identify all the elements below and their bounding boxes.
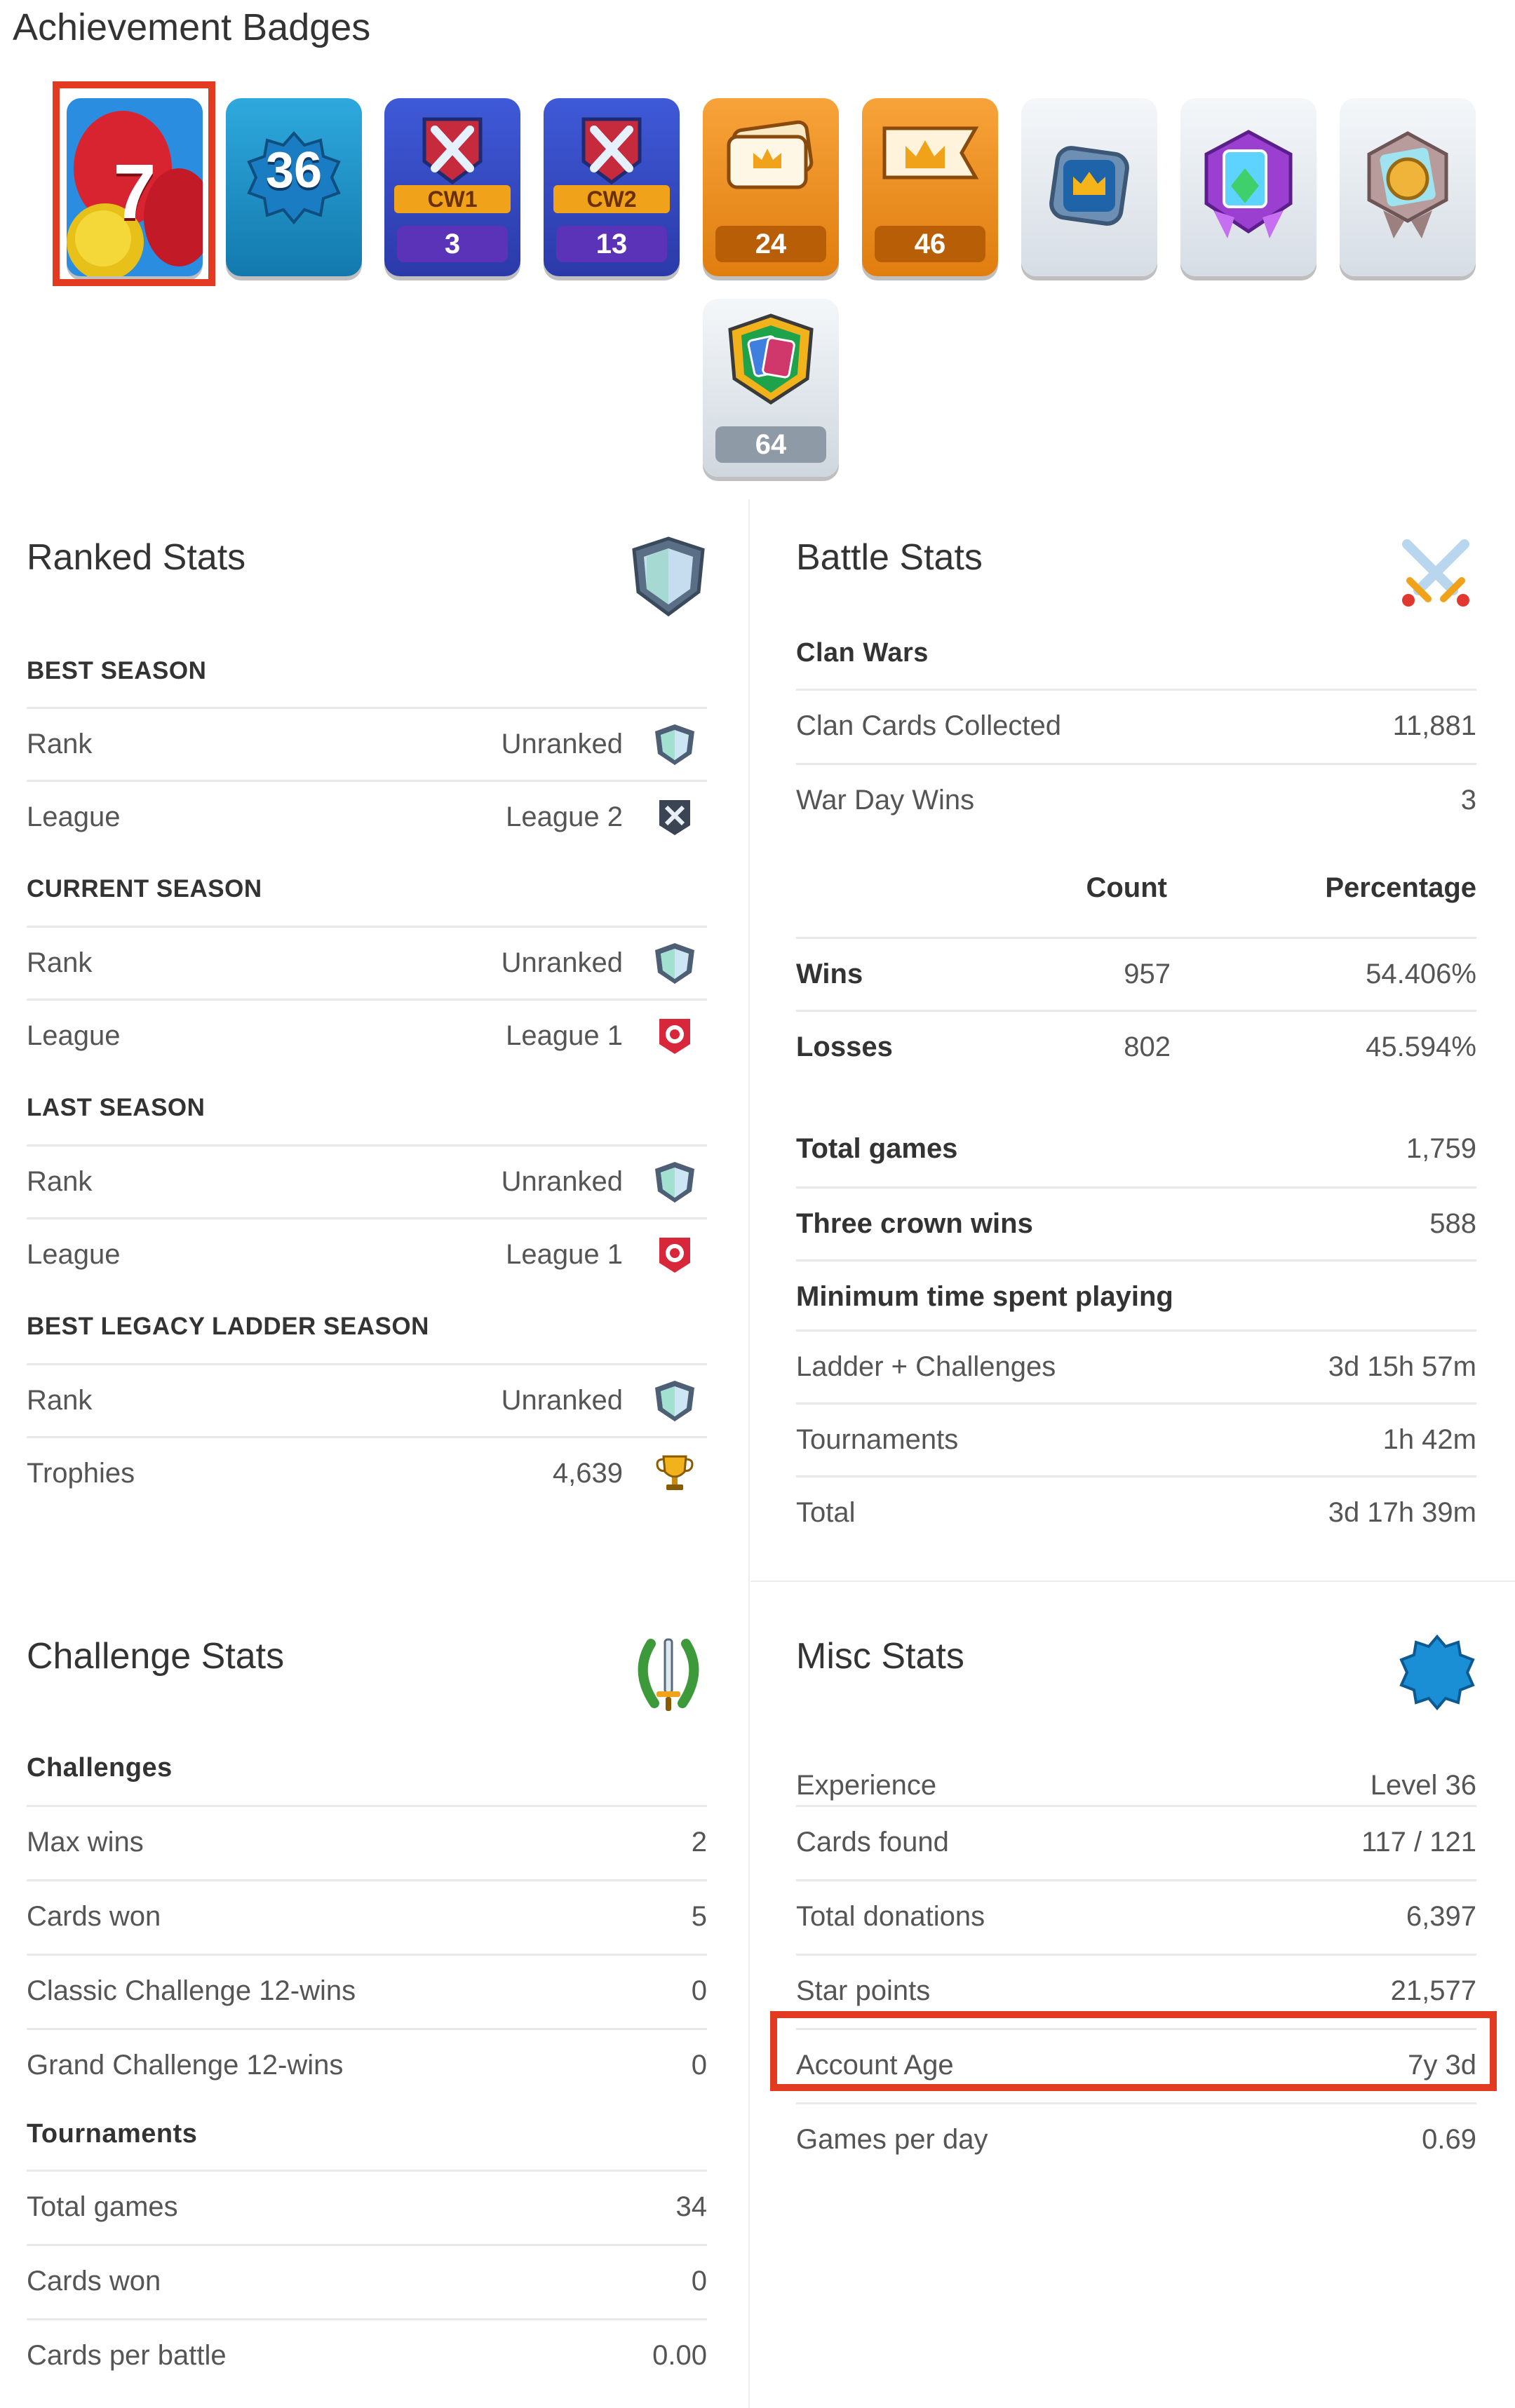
row-label: League	[27, 801, 121, 832]
stat-row-war-day-wins	[796, 763, 1476, 836]
stat-row-clan-cards	[796, 689, 1476, 762]
stat-row-rank	[27, 1363, 707, 1436]
section-divider	[750, 1581, 1515, 1582]
stat-row-league	[27, 780, 707, 853]
purple-emote-badge[interactable]	[1180, 98, 1317, 276]
row-value: Unranked	[501, 1385, 623, 1416]
badge-tag: CW1	[394, 185, 511, 213]
min-time-heading-row	[796, 1259, 1476, 1332]
shield-icon	[630, 534, 707, 618]
purple-card-icon	[1192, 126, 1305, 245]
row-value: 2	[691, 1827, 707, 1858]
row-value: 0.00	[652, 2340, 707, 2371]
stat-row-league	[27, 1217, 707, 1290]
row-value: 3d 17h 39m	[1328, 1497, 1476, 1528]
achievement-badges	[0, 90, 1515, 482]
row-value: 588	[1429, 1208, 1476, 1239]
ticket-icon	[722, 119, 820, 196]
crown-tower-badge[interactable]	[1021, 98, 1157, 276]
row-value: 21,577	[1390, 1975, 1476, 2006]
tournaments-heading: Tournaments	[27, 2119, 198, 2149]
shield-icon	[652, 1159, 697, 1204]
row-label: Max wins	[27, 1827, 144, 1858]
medal-badge[interactable]	[1340, 98, 1476, 276]
row-value: League 1	[506, 1020, 623, 1051]
level-badge[interactable]	[226, 98, 362, 276]
stat-row-tournaments	[796, 1402, 1476, 1475]
row-value: 3	[1460, 785, 1476, 816]
stat-row-donations	[796, 1879, 1476, 1952]
row-percentage: 54.406%	[1366, 959, 1476, 989]
row-label: Classic Challenge 12-wins	[27, 1975, 356, 2006]
row-value: 1h 42m	[1382, 1424, 1476, 1455]
percentage-header: Percentage	[1325, 872, 1476, 903]
crown-flag-icon	[877, 118, 983, 195]
cards-shield-badge[interactable]	[703, 299, 839, 477]
current-season-heading: CURRENT SEASON	[27, 875, 262, 902]
badge-number: 36	[265, 142, 323, 198]
row-percentage: 45.594%	[1366, 1031, 1476, 1062]
league-icon	[652, 794, 697, 839]
row-label: Total games	[796, 1133, 958, 1164]
row-value: Unranked	[501, 947, 623, 978]
badge-number: 7	[113, 149, 156, 235]
row-value: 0.69	[1422, 2124, 1476, 2155]
row-label: Account Age	[796, 2050, 954, 2081]
badge-number: 13	[556, 226, 667, 262]
crossed-swords-icon	[410, 112, 494, 189]
row-value: Unranked	[501, 729, 623, 759]
row-label: Total donations	[796, 1901, 985, 1932]
league-icon	[652, 1232, 697, 1277]
stat-row-losses	[796, 1010, 1476, 1083]
row-label: Clan Cards Collected	[796, 710, 1061, 741]
stat-row-wins	[796, 937, 1476, 1010]
stat-row-tournament-cards-won	[27, 2244, 707, 2317]
ranked-stats-title: Ranked Stats	[27, 537, 246, 578]
row-count: 802	[1124, 1031, 1171, 1062]
column-divider	[748, 499, 750, 2408]
badge-number: 3	[397, 226, 508, 262]
stat-row-grand	[27, 2028, 707, 2101]
row-label: Rank	[27, 729, 93, 759]
stat-row-three-crown	[796, 1186, 1476, 1259]
row-label: Wins	[796, 959, 863, 989]
row-label: Games per day	[796, 2124, 988, 2155]
row-value: 11,881	[1392, 710, 1476, 741]
legacy-season-heading: BEST LEGACY LADDER SEASON	[27, 1313, 429, 1340]
laurel-sword-icon	[630, 1630, 707, 1721]
stat-row-total-time	[796, 1475, 1476, 1548]
stat-row-rank	[27, 926, 707, 999]
row-value: Unranked	[501, 1166, 623, 1197]
stat-row-cards-per-battle	[27, 2318, 707, 2391]
highlight-box-account-age	[770, 2011, 1497, 2091]
stat-row-total-games	[796, 1114, 1476, 1186]
misc-stats-title: Misc Stats	[796, 1636, 964, 1677]
stat-row-rank	[27, 707, 707, 780]
league-icon	[652, 1013, 697, 1058]
row-label: Tournaments	[796, 1424, 959, 1455]
min-time-heading: Minimum time spent playing	[796, 1281, 1173, 1312]
row-label: Cards found	[796, 1827, 949, 1858]
badge-tag: CW2	[553, 185, 670, 213]
shield-icon	[652, 1378, 697, 1423]
row-value: 5	[691, 1901, 707, 1932]
row-value: 0	[691, 2050, 707, 2081]
row-label: Experience	[796, 1770, 937, 1801]
row-value: 4,639	[552, 1458, 623, 1489]
badge-number: 24	[715, 226, 826, 262]
challenges-heading: Challenges	[27, 1753, 173, 1783]
badge-number: 64	[715, 426, 826, 463]
row-label: Trophies	[27, 1458, 135, 1489]
stat-row-max-wins	[27, 1805, 707, 1878]
stat-row-cards-won	[27, 1879, 707, 1952]
row-label: Cards won	[27, 1901, 161, 1932]
stat-row-rank	[27, 1144, 707, 1217]
row-value: League 2	[506, 801, 623, 832]
count-header: Count	[1086, 872, 1167, 903]
battle-stats-title: Battle Stats	[796, 537, 983, 578]
row-label: War Day Wins	[796, 785, 975, 816]
row-value: 34	[675, 2191, 707, 2222]
row-value: Level 36	[1370, 1770, 1476, 1801]
row-label: Rank	[27, 947, 93, 978]
stat-row-classic	[27, 1954, 707, 2027]
row-label: Total	[796, 1497, 856, 1528]
badge-number: 46	[875, 226, 985, 262]
best-season-heading: BEST SEASON	[27, 657, 207, 684]
row-count: 957	[1124, 959, 1171, 989]
row-label: Cards per battle	[27, 2340, 227, 2371]
row-value: League 1	[506, 1239, 623, 1270]
clan-wars-heading: Clan Wars	[796, 638, 929, 668]
row-label: Cards won	[27, 2266, 161, 2297]
cw2-badge[interactable]	[544, 98, 680, 276]
crossed-swords-icon	[570, 112, 654, 189]
last-season-heading: LAST SEASON	[27, 1094, 206, 1121]
row-value: 3d 15h 57m	[1328, 1351, 1476, 1382]
row-label: Rank	[27, 1166, 93, 1197]
row-label: Losses	[796, 1031, 893, 1062]
stat-row-league	[27, 999, 707, 1071]
row-value: 0	[691, 2266, 707, 2297]
stat-row-cards-found	[796, 1805, 1476, 1878]
crown-flag-badge[interactable]	[862, 98, 998, 276]
row-label: Grand Challenge 12-wins	[27, 2050, 344, 2081]
row-label: Ladder + Challenges	[796, 1351, 1056, 1382]
row-value: 7y 3d	[1408, 2050, 1476, 2081]
stat-row-total-games	[27, 2170, 707, 2243]
row-label: League	[27, 1020, 121, 1051]
tickets-badge[interactable]	[703, 98, 839, 276]
row-value: 6,397	[1406, 1901, 1476, 1932]
row-label: Star points	[796, 1975, 931, 2006]
row-value: 0	[691, 1975, 707, 2006]
shield-icon	[652, 722, 697, 766]
row-label: Rank	[27, 1385, 93, 1416]
page-title: Achievement Badges	[13, 6, 371, 48]
row-value: 1,759	[1406, 1133, 1476, 1164]
crown-tower-icon	[1037, 133, 1142, 238]
cw1-badge[interactable]	[384, 98, 520, 276]
challenge-stats-title: Challenge Stats	[27, 1636, 285, 1677]
stat-row-trophies	[27, 1436, 707, 1509]
stat-row-games-per-day	[796, 2102, 1476, 2175]
stat-row-ladder	[796, 1330, 1476, 1402]
row-value: 117 / 121	[1361, 1827, 1476, 1858]
shield-icon	[652, 940, 697, 985]
card-shield-icon	[722, 311, 820, 410]
trophy-icon	[652, 1451, 697, 1496]
row-label: Total games	[27, 2191, 178, 2222]
highlight-box-badge	[53, 81, 215, 286]
crossed-swords-icon	[1397, 534, 1474, 611]
medal-icon	[1355, 126, 1460, 245]
row-label: League	[27, 1239, 121, 1270]
level-star-icon	[1399, 1634, 1476, 1711]
row-label: Three crown wins	[796, 1208, 1033, 1239]
